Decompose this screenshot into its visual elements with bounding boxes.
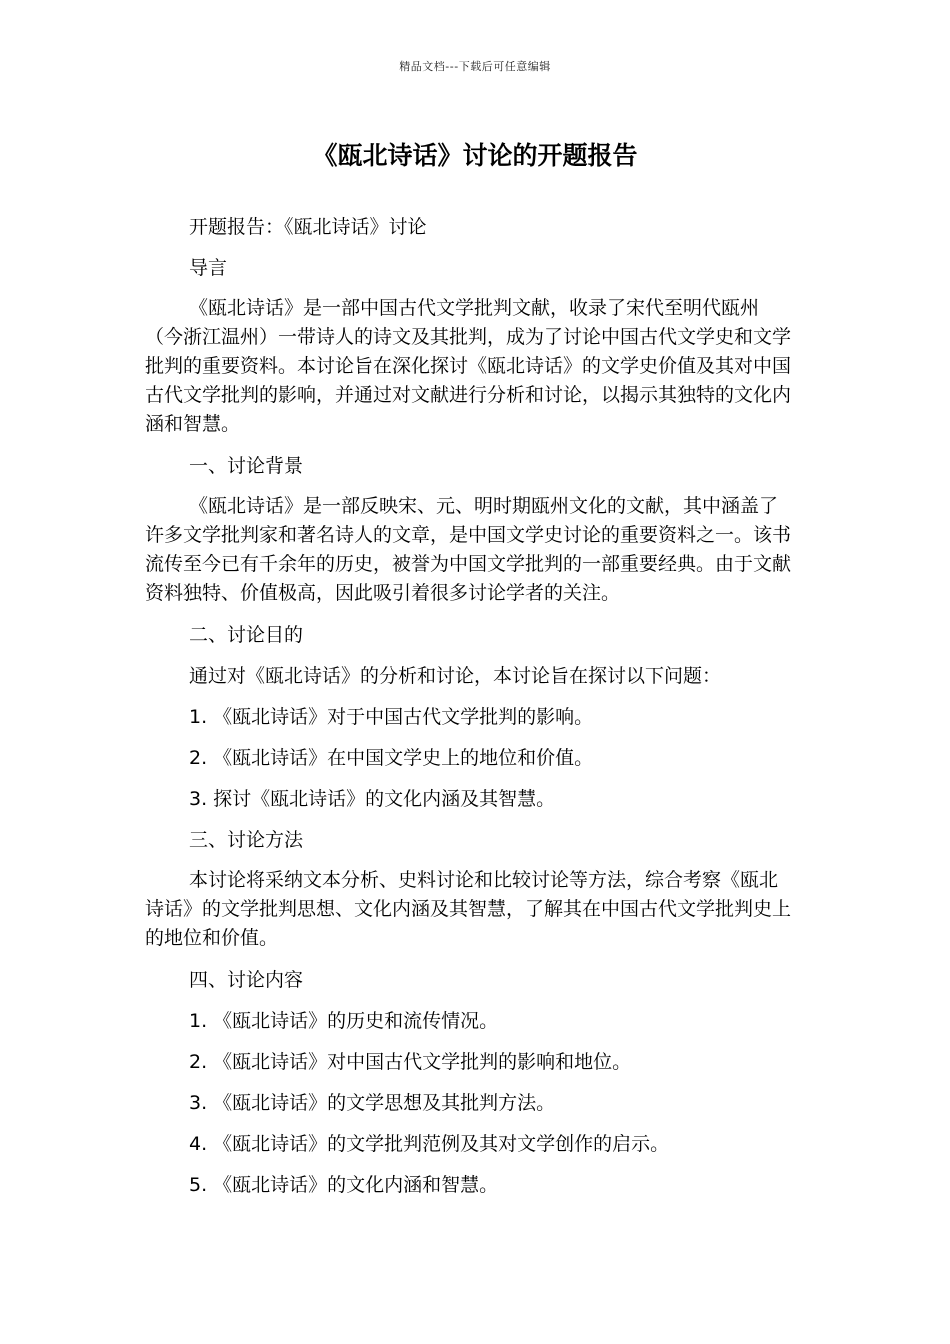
foreword-heading: 导言	[189, 257, 228, 279]
section-2-item-3: 3. 探讨《瓯北诗话》的文化内涵及其智慧。	[189, 788, 556, 810]
section-4-item-1: 1. 《瓯北诗话》的历史和流传情况。	[189, 1010, 499, 1032]
intro-label: 开题报告：《瓯北诗话》讨论	[189, 216, 427, 238]
section-2-item-1: 1. 《瓯北诗话》对于中国古代文学批判的影响。	[189, 706, 594, 728]
foreword-paragraph: 《瓯北诗话》是一部中国古代文学批判文献，收录了宋代至明代瓯州（今浙江温州）一带诗人的诗文及其批判，成为了讨论中国古代文学史和文学批判的重要资料。本讨论旨在深化探讨《瓯北诗话》的文学史价值及其对中国古代文学批判的影响，并通过对文献进行分析和讨论，以揭示其独特的文化内涵和智慧。	[145, 297, 792, 435]
document-title: 《瓯北诗话》讨论的开题报告	[312, 141, 638, 170]
section-4-heading: 四、讨论内容	[189, 969, 304, 991]
section-4-item-5: 5. 《瓯北诗话》的文化内涵和智慧。	[189, 1174, 499, 1196]
section-1-paragraph: 《瓯北诗话》是一部反映宋、元、明时期瓯州文化的文献，其中涵盖了许多文学批判家和著名诗人的文章，是中国文学史讨论的重要资料之一。该书流传至今已有千余年的历史，被誉为中国文学批判的一部重要经典。由于文献资料独特、价值极高，因此吸引着很多讨论学者的关注。	[145, 495, 792, 604]
section-4-item-4: 4. 《瓯北诗话》的文学批判范例及其对文学创作的启示。	[189, 1133, 670, 1155]
section-3-heading: 三、讨论方法	[189, 829, 304, 851]
section-1-heading: 一、讨论背景	[189, 455, 304, 477]
section-3-paragraph: 本讨论将采纳文本分析、史料讨论和比较讨论等方法，综合考察《瓯北诗话》的文学批判思想、文化内涵及其智慧，了解其在中国古代文学批判史上的地位和价值。	[145, 869, 792, 949]
section-4-item-2: 2. 《瓯北诗话》对中国古代文学批判的影响和地位。	[189, 1051, 632, 1073]
header-note: 精品文档---下载后可任意编辑	[399, 60, 551, 73]
section-2-lead: 通过对《瓯北诗话》的分析和讨论，本讨论旨在探讨以下问题：	[189, 665, 722, 687]
section-2-heading: 二、讨论目的	[189, 624, 304, 646]
document-body	[145, 212, 793, 1201]
section-2-item-2: 2. 《瓯北诗话》在中国文学史上的地位和价值。	[189, 747, 594, 769]
section-4-item-3: 3. 《瓯北诗话》的文学思想及其批判方法。	[189, 1092, 556, 1114]
